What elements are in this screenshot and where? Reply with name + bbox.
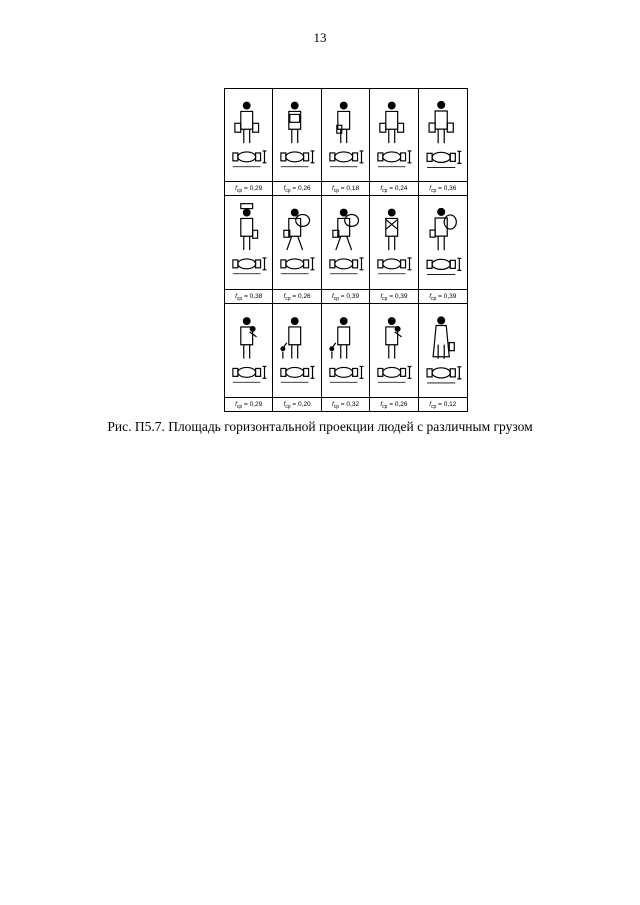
projection-area-label <box>419 397 467 411</box>
person-with-load-icon <box>370 89 417 181</box>
person-with-load-icon <box>370 196 417 288</box>
area-symbol: f <box>429 292 432 300</box>
figure-cell <box>225 89 273 196</box>
area-value: = 0,39 <box>339 292 360 300</box>
area-subscript: ср <box>382 295 388 302</box>
area-value: = 0,39 <box>436 292 457 300</box>
area-symbol: f <box>380 292 383 300</box>
figure-cell <box>419 304 467 411</box>
person-with-load-icon <box>225 304 272 397</box>
area-subscript: ср <box>333 404 339 410</box>
area-symbol: f <box>235 292 237 300</box>
area-symbol: f <box>331 401 334 408</box>
area-value: = 0,36 <box>436 185 457 193</box>
projection-area-label <box>370 181 417 195</box>
area-symbol: f <box>283 185 286 193</box>
person-with-load-icon <box>419 196 467 288</box>
area-subscript: ср <box>333 295 339 302</box>
figure-cell <box>273 196 321 303</box>
person-with-load-icon <box>419 304 467 397</box>
area-symbol: f <box>283 292 286 300</box>
figure-cell <box>322 89 370 196</box>
figure-cell <box>370 89 418 196</box>
person-with-load-icon <box>273 304 320 397</box>
figure-cell <box>370 304 418 411</box>
area-subscript: ср <box>382 404 388 410</box>
figure-cell <box>225 304 273 411</box>
area-symbol: f <box>331 292 334 300</box>
person-with-load-icon <box>273 196 320 288</box>
area-symbol: f <box>429 401 432 408</box>
area-subscript: ср <box>333 188 339 195</box>
area-subscript: ср <box>431 188 437 195</box>
person-with-load-icon <box>419 89 467 181</box>
area-value: = 0,26 <box>290 292 311 300</box>
area-symbol: f <box>235 185 237 193</box>
area-subscript: ср <box>236 404 243 410</box>
figure-cell <box>370 196 418 303</box>
projection-area-label <box>322 181 369 195</box>
area-subscript: ср <box>236 188 243 195</box>
area-subscript: ср <box>236 295 243 302</box>
figure-cell <box>322 196 370 303</box>
area-subscript: ср <box>285 188 291 195</box>
projection-area-label <box>225 181 272 195</box>
area-value: = 0,24 <box>387 185 408 193</box>
area-symbol: f <box>235 401 237 408</box>
area-value: = 0,20 <box>290 401 311 408</box>
area-subscript: ср <box>285 404 291 410</box>
figure-cell <box>322 304 370 411</box>
projection-area-label <box>273 181 320 195</box>
area-symbol: f <box>380 185 383 193</box>
projection-area-label <box>225 397 272 411</box>
area-value: = 0,38 <box>242 292 263 300</box>
area-value: = 0,18 <box>339 185 360 193</box>
projection-area-label <box>370 289 417 303</box>
area-value: = 0,29 <box>242 401 263 408</box>
area-symbol: f <box>380 401 383 408</box>
area-value: = 0,39 <box>387 292 408 300</box>
figure-caption: Рис. П5.7. Площадь горизонтальной проекции людей с различным грузом <box>107 419 533 434</box>
projection-area-label <box>322 397 369 411</box>
projection-area-label <box>273 289 320 303</box>
person-with-load-icon <box>225 196 272 288</box>
figure-grid <box>225 89 467 411</box>
figure-people-projections <box>224 88 468 412</box>
figure-cell <box>273 89 321 196</box>
projection-area-label <box>419 289 467 303</box>
area-symbol: f <box>331 185 334 193</box>
person-with-load-icon <box>225 89 272 181</box>
area-subscript: ср <box>431 295 437 302</box>
area-value: = 0,26 <box>387 401 408 408</box>
area-symbol: f <box>283 401 286 408</box>
area-value: = 0,26 <box>290 185 311 193</box>
area-value: = 0,32 <box>339 401 360 408</box>
person-with-load-icon <box>322 89 369 181</box>
area-value: = 0,12 <box>436 401 457 408</box>
figure-cell <box>225 196 273 303</box>
area-subscript: ср <box>285 295 291 302</box>
page-number: 13 <box>313 30 327 45</box>
projection-area-label <box>273 397 320 411</box>
person-with-load-icon <box>322 304 369 397</box>
area-value: = 0,29 <box>242 185 263 193</box>
area-subscript: ср <box>431 404 437 410</box>
figure-cell <box>273 304 321 411</box>
projection-area-label <box>322 289 369 303</box>
projection-area-label <box>225 289 272 303</box>
area-subscript: ср <box>382 188 388 195</box>
figure-cell <box>419 196 467 303</box>
person-with-load-icon <box>370 304 417 397</box>
projection-area-label <box>419 181 467 195</box>
area-symbol: f <box>429 185 432 193</box>
person-with-load-icon <box>322 196 369 288</box>
projection-area-label <box>370 397 417 411</box>
person-with-load-icon <box>273 89 320 181</box>
figure-cell <box>419 89 467 196</box>
